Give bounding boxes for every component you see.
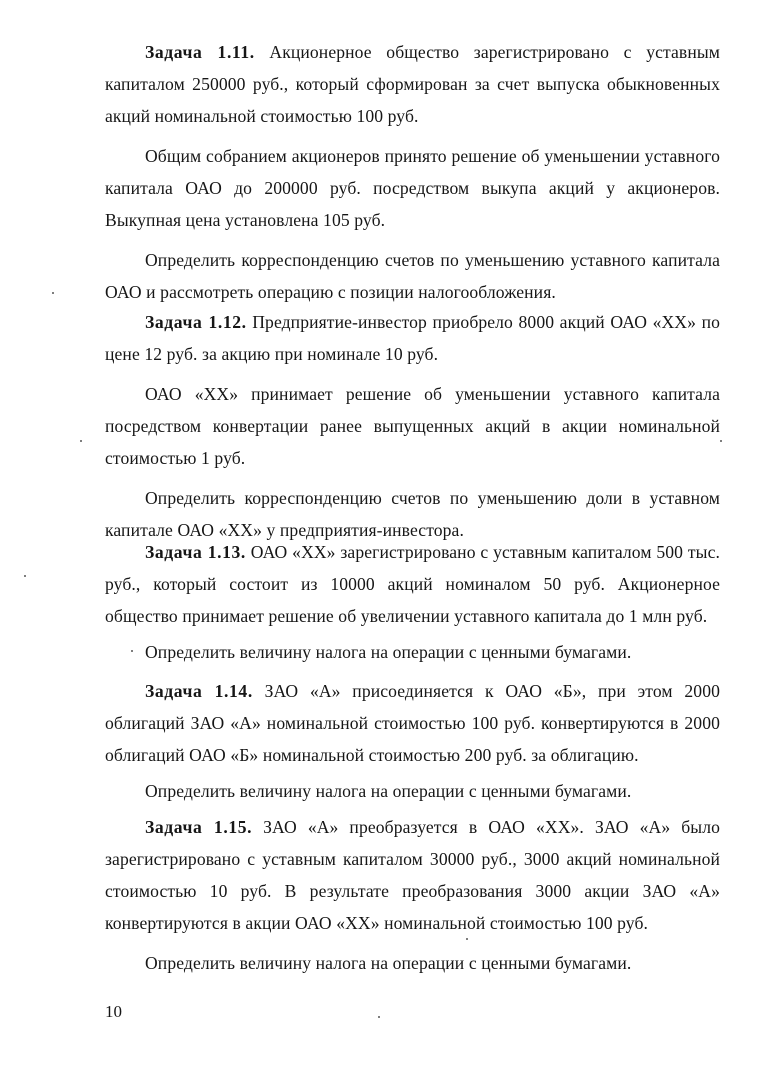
page-number: 10 [105,1002,122,1021]
task-paragraph: Определить корреспонденцию счетов по уменьшению уставного капитала ОАО и рассмотреть операцию с позиции налогообложения. [105,250,720,302]
task-paragraph: Определить величину налога на операции с ценными бумагами. [145,953,632,973]
task-label: Задача 1.13. [145,542,246,562]
scan-speck [52,292,54,294]
scan-speck [24,575,26,577]
task-1-11 [105,36,720,308]
scan-speck [378,1016,380,1018]
task-paragraph: Определить величину налога на операции с ценными бумагами. [145,781,632,801]
task-label: Задача 1.14. [145,681,253,701]
scan-speck [720,440,722,442]
task-label: Задача 1.15. [145,817,253,837]
task-intro-text: Предприятие-инвестор приобрело 8000 акций ОАО «XX» по цене 12 руб. за акцию при номинале 10 руб. [105,312,720,364]
task-intro-text: ЗАО «А» преобразуется в ОАО «XX». ЗАО «А» было зарегистрировано с уставным капиталом 30000 руб., 3000 акций номинальной стоимостью 10 руб. В результате преобразования 3000 акции ЗАО «А» конвертируются в акции ОАО «XX» номинальной стоимостью 100 руб. [105,817,720,933]
task-paragraph: ОАО «XX» принимает решение об уменьшении уставного капитала посредством конвертации ранее выпущенных акций в акции номинальной стоимостью 1 руб. [105,384,720,468]
task-intro [105,306,720,370]
task-paragraph: Определить величину налога на операции с ценными бумагами. [145,642,632,662]
task-intro-text: ОАО «XX» зарегистрировано с уставным капиталом 500 тыс. руб., который состоит из 10000 акций номиналом 50 руб. Акционерное общество принимает решение об увеличении уставного капитала до 1 млн руб. [105,542,720,626]
task-intro [105,675,720,771]
task-1-15 [105,811,720,979]
task-intro [105,811,720,939]
scan-speck [466,938,468,940]
task-paragraph: Общим собранием акционеров принято решение об уменьшении уставного капитала ОАО до 200000 руб. посредством выкупа акций у акционеров. Выкупная цена установлена 105 руб. [105,146,720,230]
task-label: Задача 1.11. [145,42,255,62]
task-intro [105,36,720,132]
scan-speck [80,440,82,442]
task-1-14 [105,675,720,807]
task-label: Задача 1.12. [145,312,247,332]
task-1-12 [105,306,720,546]
task-intro-text: ЗАО «А» присоединяется к ОАО «Б», при этом 2000 облигаций ЗАО «А» номинальной стоимостью 100 руб. конвертируются в 2000 облигаций ОАО «Б» номинальной стоимостью 200 руб. за облигацию. [105,681,720,765]
task-paragraph: Определить корреспонденцию счетов по уменьшению доли в уставном капитале ОАО «XX» у предприятия-инвестора. [105,488,720,540]
scan-speck [131,650,133,652]
task-intro [105,536,720,632]
task-intro-text: Акционерное общество зарегистрировано с уставным капиталом 250000 руб., который сформирован за счет выпуска обыкновенных акций номинальной стоимостью 100 руб. [105,42,720,126]
task-1-13 [105,536,720,668]
